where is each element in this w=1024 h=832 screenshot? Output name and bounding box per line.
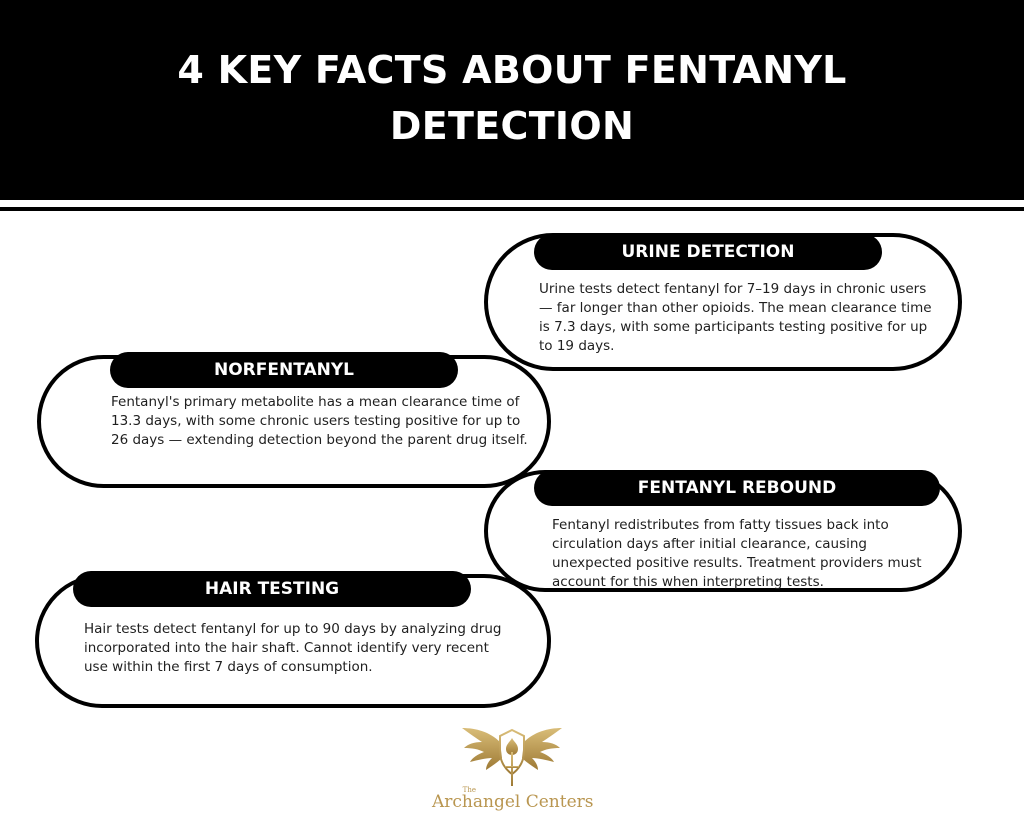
logo-prefix: The bbox=[462, 786, 476, 794]
logo-name: Archangel Centers bbox=[432, 792, 594, 812]
urine-detection-text: Urine tests detect fentanyl for 7–19 days in chronic users — far longer than other opioids. The mean clearance time is 7.3 days, with some participants testing positive for up to 19 days. bbox=[539, 281, 932, 354]
header-banner bbox=[0, 0, 1024, 200]
urine-detection-heading: URINE DETECTION bbox=[534, 234, 882, 270]
norfentanyl-heading: NORFENTANYL bbox=[110, 352, 458, 388]
archangel-centers-logo bbox=[432, 722, 592, 822]
fentanyl-rebound-heading: FENTANYL REBOUND bbox=[534, 470, 940, 506]
page-title: 4 KEY FACTS ABOUT FENTANYL DETECTION bbox=[177, 48, 847, 148]
fentanyl-rebound-text: Fentanyl redistributes from fatty tissues back into circulation days after initial clearance, causing unexpected positive results. Treatment providers must account for this when interpreting tests. bbox=[552, 517, 922, 590]
hair-testing-text: Hair tests detect fentanyl for up to 90 days by analyzing drug incorporated into the hair shaft. Cannot identify very recent use within the first 7 days of consumption. bbox=[84, 621, 502, 675]
header-divider bbox=[0, 207, 1024, 211]
norfentanyl-text: Fentanyl's primary metabolite has a mean clearance time of 13.3 days, with some chronic users testing positive for up to 26 days — extending detection beyond the parent drug itself. bbox=[111, 394, 528, 448]
hair-testing-heading: HAIR TESTING bbox=[73, 571, 471, 607]
winged-shield-icon bbox=[460, 722, 564, 790]
